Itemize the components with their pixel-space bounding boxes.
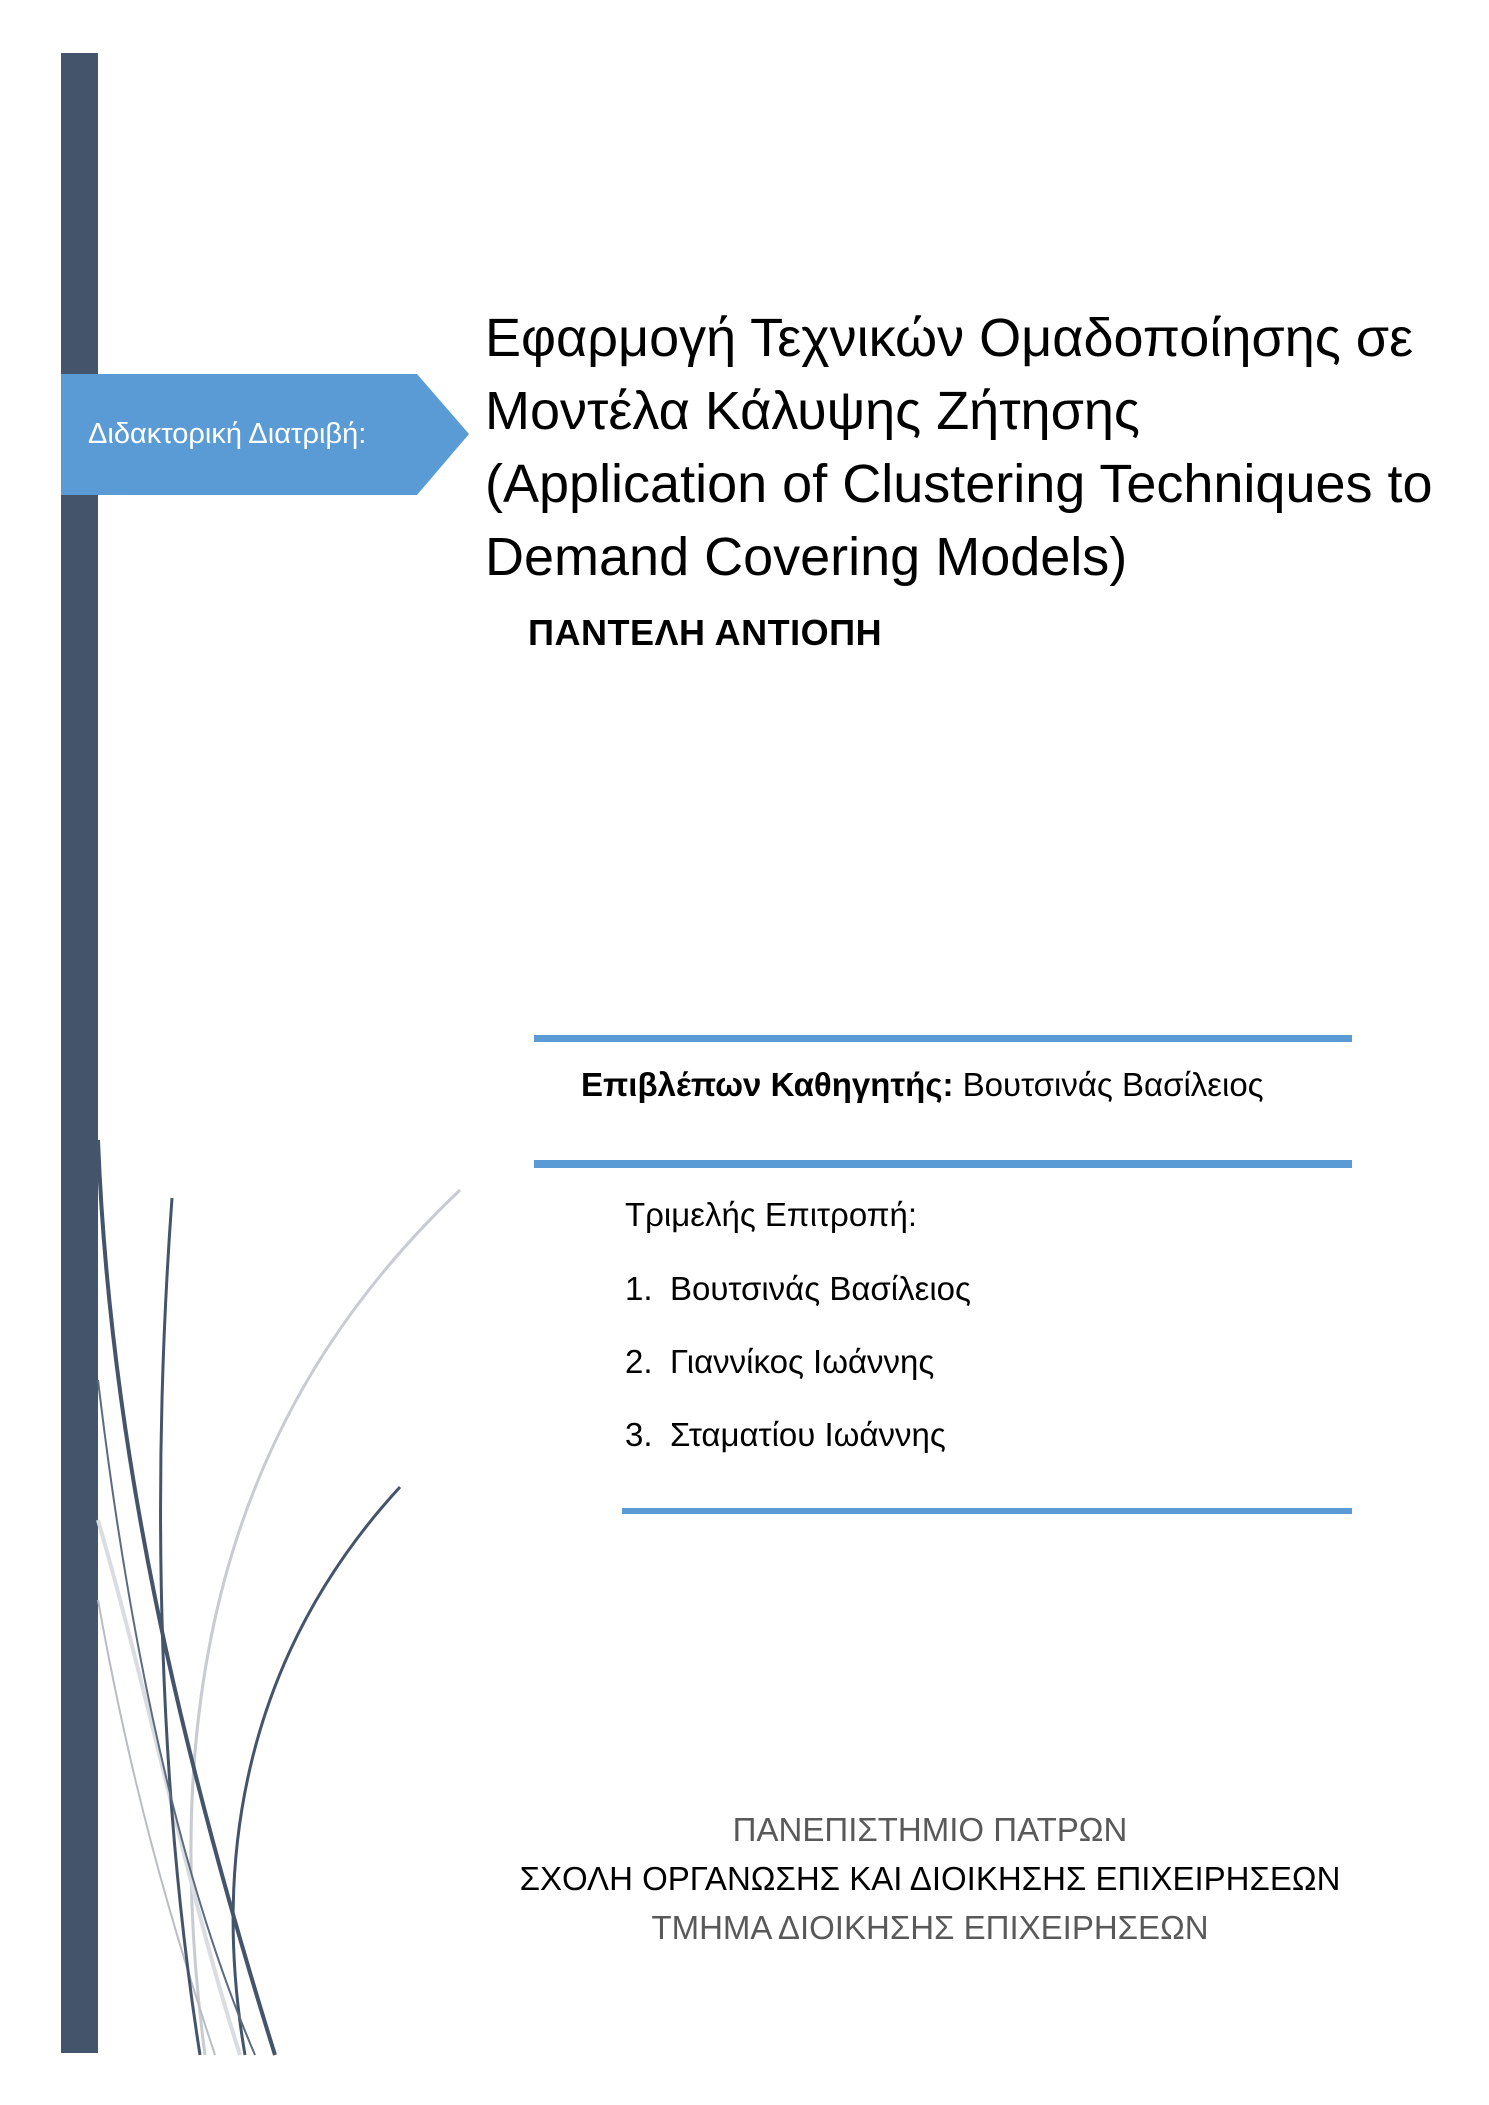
supervisor [581, 1066, 1264, 1104]
committee-list [625, 1269, 971, 1488]
author-name: ΠΑΝΤΕΛΗ ΑΝΤΙΟΠΗ [528, 612, 883, 653]
department-name: ΤΜΗΜΑ ΔΙΟΙΚΗΣΗΣ ΕΠΙΧΕΙΡΗΣΕΩΝ [651, 1909, 1209, 1946]
committee-member [625, 1269, 971, 1342]
divider-bottom [622, 1508, 1352, 1514]
member-name: Βουτσινάς Βασίλειος [670, 1270, 971, 1307]
swoosh-line-dark-2 [233, 1487, 400, 2055]
member-name: Σταματίου Ιωάννης [670, 1416, 946, 1453]
thesis-title [485, 302, 1465, 594]
title-line: Εφαρμογή Τεχνικών Ομαδοποίησης σε [485, 308, 1414, 368]
committee-member [625, 1342, 971, 1415]
member-number: 2. [625, 1343, 653, 1380]
swoosh-line-light-2 [98, 1520, 240, 2055]
title-line: Μοντέλα Κάλυψης Ζήτησης [485, 381, 1140, 441]
sidebar-bar [61, 53, 98, 2053]
title-line: (Application of Clustering Techniques to [485, 454, 1433, 514]
swoosh-line-light-3 [98, 1600, 215, 2055]
member-number: 1. [625, 1270, 653, 1307]
committee-member [625, 1415, 971, 1488]
title-line: Demand Covering Models) [485, 527, 1128, 587]
divider-middle [534, 1160, 1352, 1168]
document-type-tab [61, 374, 469, 495]
document-type-label: Διδακτορική Διατριβή: [88, 418, 367, 450]
university-name: ΠΑΝΕΠΙΣΤΗΜΙΟ ΠΑΤΡΩΝ [732, 1811, 1128, 1848]
institution [430, 1805, 1430, 1952]
divider-top [534, 1035, 1352, 1042]
swoosh-line-dark-4 [98, 1380, 255, 2055]
committee-heading: Τριμελής Επιτροπή: [625, 1196, 918, 1233]
swoosh-line-light-1 [191, 1190, 460, 2055]
member-name: Γιαννίκος Ιωάννης [670, 1343, 935, 1380]
member-number: 3. [625, 1416, 653, 1453]
supervisor-name: Βουτσινάς Βασίλειος [962, 1066, 1264, 1103]
school-name: ΣΧΟΛΗ ΟΡΓΑΝΩΣΗΣ ΚΑΙ ΔΙΟΙΚΗΣΗΣ ΕΠΙΧΕΙΡΗΣΕΩΝ [519, 1860, 1341, 1897]
swoosh-line-dark-1 [161, 1198, 200, 2055]
swoosh-line-dark-3 [98, 1140, 275, 2055]
supervisor-label: Επιβλέπων Καθηγητής: [581, 1066, 954, 1103]
